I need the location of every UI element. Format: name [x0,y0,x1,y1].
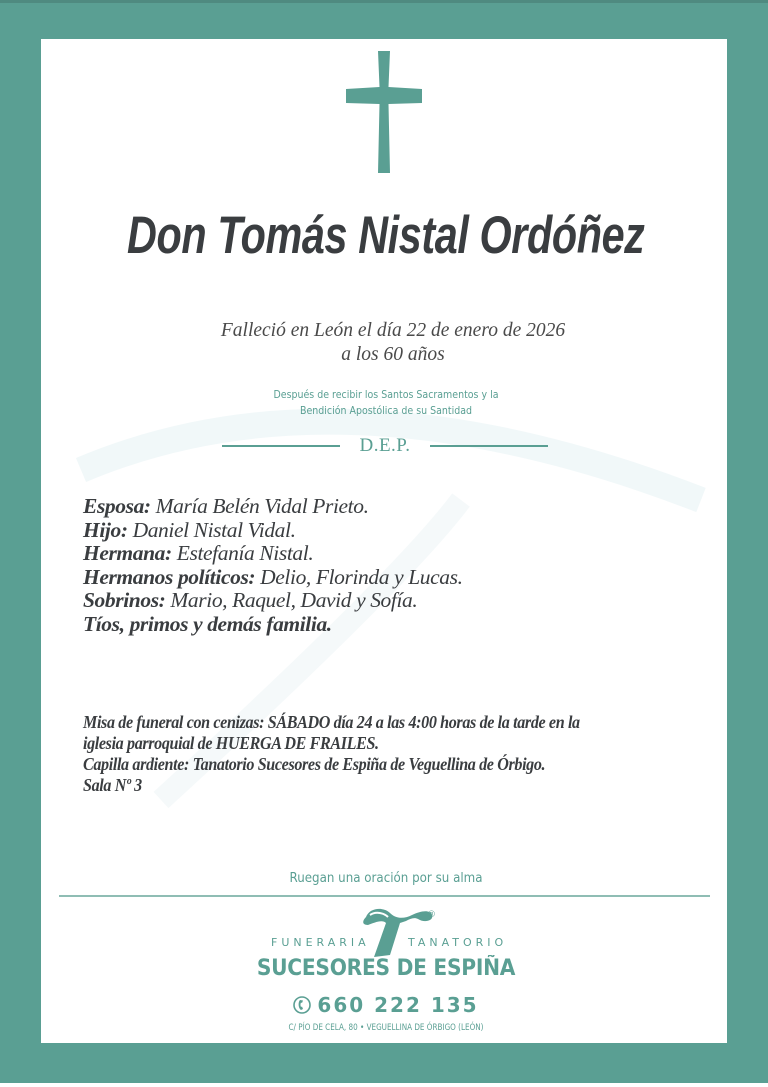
tanatorio-label: TANATORIO [408,936,508,949]
room-line: Sala Nº 3 [83,775,142,795]
phone-line [0,993,768,1017]
family-label: Sobrinos: [83,588,166,612]
footer-divider [59,895,710,897]
sacraments-line-1: Después de recibir los Santos Sacramentos y la [273,389,499,401]
cross-icon [346,51,422,173]
family-value: Mario, Raquel, David y Sofía. [165,588,418,612]
family-label: Hermanos políticos: [83,564,256,589]
family-list [83,495,703,636]
death-date-line: Falleció en León el día 22 de enero de 2026 [220,320,566,341]
family-row-sister [83,542,703,566]
divider-line-right [430,445,548,447]
family-value: Estefanía Nistal. [171,541,314,565]
death-notice [0,319,768,367]
family-row-son [83,519,703,543]
funeral-home-address: C/ PÍO DE CELA, 80 • VEGUELLINA DE ÓRBIGO (LEÓN) [288,1023,484,1033]
family-label: Tíos, primos y demás familia. [83,611,332,636]
funeral-home-name: SUCESORES DE ESPIÑA [256,956,516,981]
closing-prayer: Ruegan una oración por su alma [289,870,483,886]
watermark-swoosh-icon [41,380,727,900]
funeraria-label: FUNERARIA [271,936,370,949]
dep-text: D.E.P. [359,435,411,456]
sacraments-line-2: Bendición Apostólica de su Santidad [299,405,473,417]
phone-number[interactable]: 660 222 135 [317,993,479,1017]
family-label: Esposa: [83,494,151,518]
chapel-line: Capilla ardiente: Tanatorio Sucesores de Espiña de Veguellina de Órbigo. [83,754,546,774]
family-row-spouse [83,495,703,519]
family-label: Hijo: [83,517,128,542]
family-row-nephews [83,589,703,613]
family-row-in-laws [83,566,703,590]
family-label: Hermana: [83,541,172,565]
divider-line-left [222,445,340,447]
registered-mark: ® [427,910,436,920]
phone-icon [293,996,311,1014]
family-row-relatives [83,613,703,637]
family-value: Delio, Florinda y Lucas. [255,564,463,589]
funeral-details [83,712,723,796]
family-value: María Belén Vidal Prieto. [150,494,369,518]
sacraments-note [39,387,734,419]
deceased-name: Don Tomás Nistal Ordóñez [127,206,645,265]
funeral-church-line: iglesia parroquial de HUERGA DE FRAILES. [83,733,379,753]
family-value: Daniel Nistal Vidal. [127,517,296,542]
dep-divider [222,434,548,458]
age-line: a los 60 años [341,344,445,365]
funeral-mass-line: Misa de funeral con cenizas: SÁBADO día 24 a las 4:00 horas de la tarde en la [83,712,580,732]
